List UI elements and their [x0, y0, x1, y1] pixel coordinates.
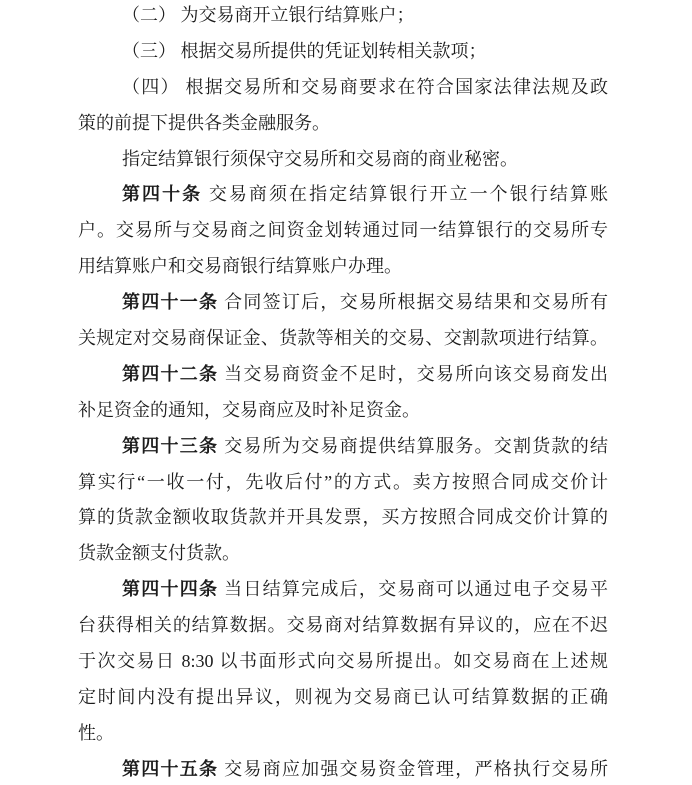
line-text: 性。: [78, 722, 114, 743]
text-line: [78, 429, 608, 465]
text-line: [78, 142, 608, 178]
article-number: 第四十四条: [122, 579, 219, 600]
text-line: [78, 213, 608, 249]
article-number: 第四十条: [122, 184, 203, 205]
line-text: 于次交易日 8:30 以书面形式向交易所提出。如交易商在上述规: [78, 651, 608, 672]
text-line: [78, 536, 608, 572]
line-text: 补足资金的通知，交易商应及时补足资金。: [78, 399, 420, 420]
article-number: 第四十五条: [122, 758, 219, 779]
line-text: 货款金额支付货款。: [78, 543, 240, 564]
text-line: [78, 680, 608, 716]
line-text: 交易商须在指定结算银行开立一个银行结算账: [202, 184, 608, 205]
line-text: 算实行“一收一付，先收后付”的方式。卖方按照合同成交价计: [78, 471, 608, 492]
line-text: （四） 根据交易所和交易商要求在符合国家法律法规及政: [122, 76, 608, 97]
text-line: [78, 249, 608, 285]
text-line: [78, 0, 608, 34]
text-line: [78, 500, 608, 536]
text-line: [78, 465, 608, 501]
line-text: （三） 根据交易所提供的凭证划转相关款项；: [122, 40, 487, 61]
document-text-block: [78, 0, 608, 785]
article-number: 第四十一条: [122, 292, 219, 313]
text-line: [78, 285, 608, 321]
text-line: [78, 177, 608, 213]
article-number: 第四十二条: [122, 363, 219, 384]
line-text: 定时间内没有提出异议，则视为交易商已认可结算数据的正确: [78, 686, 608, 707]
line-text: （二） 为交易商开立银行结算账户；: [122, 5, 415, 25]
line-text: 用结算账户和交易商银行结算账户办理。: [78, 256, 402, 277]
text-line: [78, 106, 608, 142]
text-line: [78, 70, 608, 106]
line-text: 策的前提下提供各类金融服务。: [78, 112, 330, 133]
line-text: 算的货款金额收取货款并开具发票，买方按照合同成交价计算的: [78, 507, 608, 528]
text-line: [78, 34, 608, 70]
line-text: 交易所为交易商提供结算服务。交割货款的结: [218, 435, 609, 456]
text-line: [78, 321, 608, 357]
line-text: 指定结算银行须保守交易所和交易商的商业秘密。: [122, 148, 518, 169]
line-text: 合同签订后，交易所根据交易结果和交易所有: [218, 292, 609, 313]
line-text: 交易商应加强交易资金管理，严格执行交易所: [218, 758, 609, 779]
text-line: [78, 752, 608, 785]
text-line: [78, 608, 608, 644]
text-line: [78, 357, 608, 393]
line-text: 关规定对交易商保证金、货款等相关的交易、交割款项进行结算。: [78, 328, 608, 349]
article-number: 第四十三条: [122, 435, 219, 456]
line-text: 当日结算完成后，交易商可以通过电子交易平: [218, 579, 609, 600]
text-line: [78, 393, 608, 429]
text-line: [78, 716, 608, 752]
text-line: [78, 572, 608, 608]
text-line: [78, 644, 608, 680]
line-text: 台获得相关的结算数据。交易商对结算数据有异议的，应在不迟: [78, 615, 608, 636]
line-text: 户。交易所与交易商之间资金划转通过同一结算银行的交易所专: [78, 220, 608, 241]
line-text: 当交易商资金不足时，交易所向该交易商发出: [218, 363, 609, 384]
